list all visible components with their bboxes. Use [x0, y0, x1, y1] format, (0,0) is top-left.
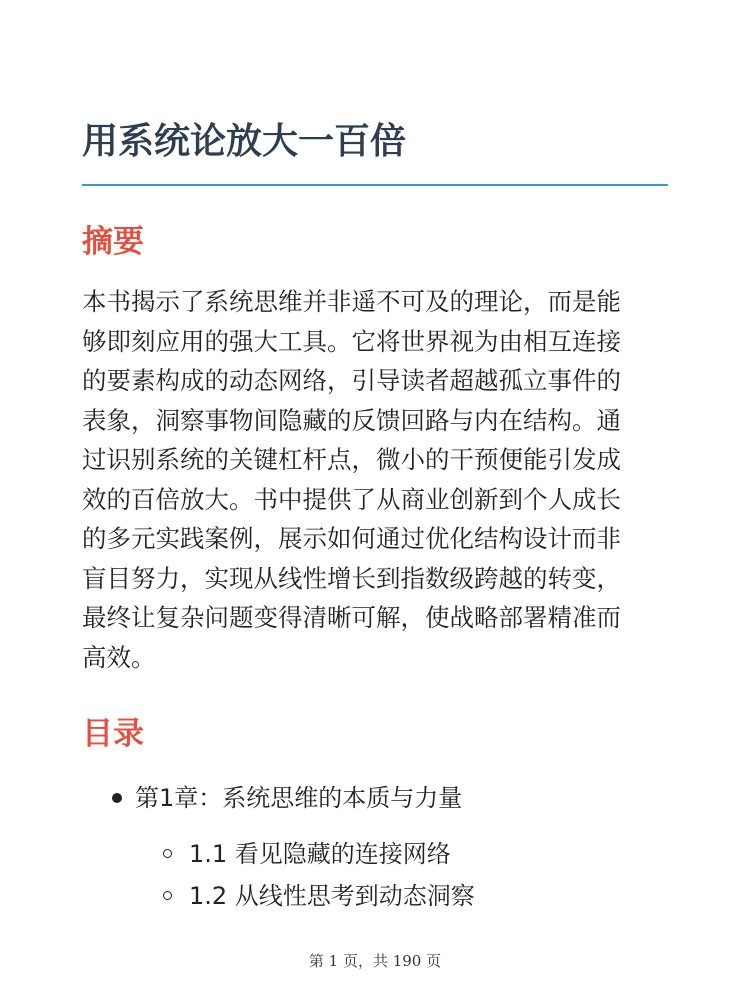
- page-title: 用系统论放大一百倍: [82, 121, 407, 162]
- abstract-line: 最终让复杂问题变得清晰可解，使战略部署精准而: [82, 603, 621, 632]
- abstract-line: 的多元实践案例，展示如何通过优化结构设计而非: [82, 524, 621, 553]
- toc-section-item: 1.2 从线性思考到动态洞察: [189, 882, 475, 910]
- bullet-circle-icon: [163, 849, 172, 858]
- abstract-line: 高效。: [82, 642, 156, 672]
- abstract-paragraph: [82, 282, 672, 677]
- toc-section-item: 1.1 看见隐藏的连接网络: [189, 840, 451, 868]
- abstract-line: 本书揭示了系统思维并非遥不可及的理论，而是能: [82, 287, 621, 316]
- abstract-line: 表象，洞察事物间隐藏的反馈回路与内在结构。通: [82, 405, 621, 435]
- bullet-disc-icon: [112, 793, 122, 803]
- abstract-line: 过识别系统的关键杠杆点，微小的干预便能引发成: [82, 445, 621, 474]
- abstract-line: 盲目努力，实现从线性增长到指数级跨越的转变，: [82, 563, 621, 593]
- abstract-heading: 摘要: [82, 224, 144, 260]
- bullet-circle-icon: [163, 891, 172, 900]
- page-number-footer: 第 1 页，共 190 页: [308, 952, 442, 970]
- toc-chapter-item: 第1章：系统思维的本质与力量: [135, 784, 463, 812]
- abstract-line: 够即刻应用的强大工具。它将世界视为由相互连接: [82, 326, 621, 356]
- toc-heading: 目录: [82, 716, 144, 752]
- abstract-line: 效的百倍放大。书中提供了从商业创新到个人成长: [82, 484, 621, 514]
- title-divider: [82, 184, 668, 186]
- abstract-line: 的要素构成的动态网络，引导读者超越孤立事件的: [82, 366, 621, 395]
